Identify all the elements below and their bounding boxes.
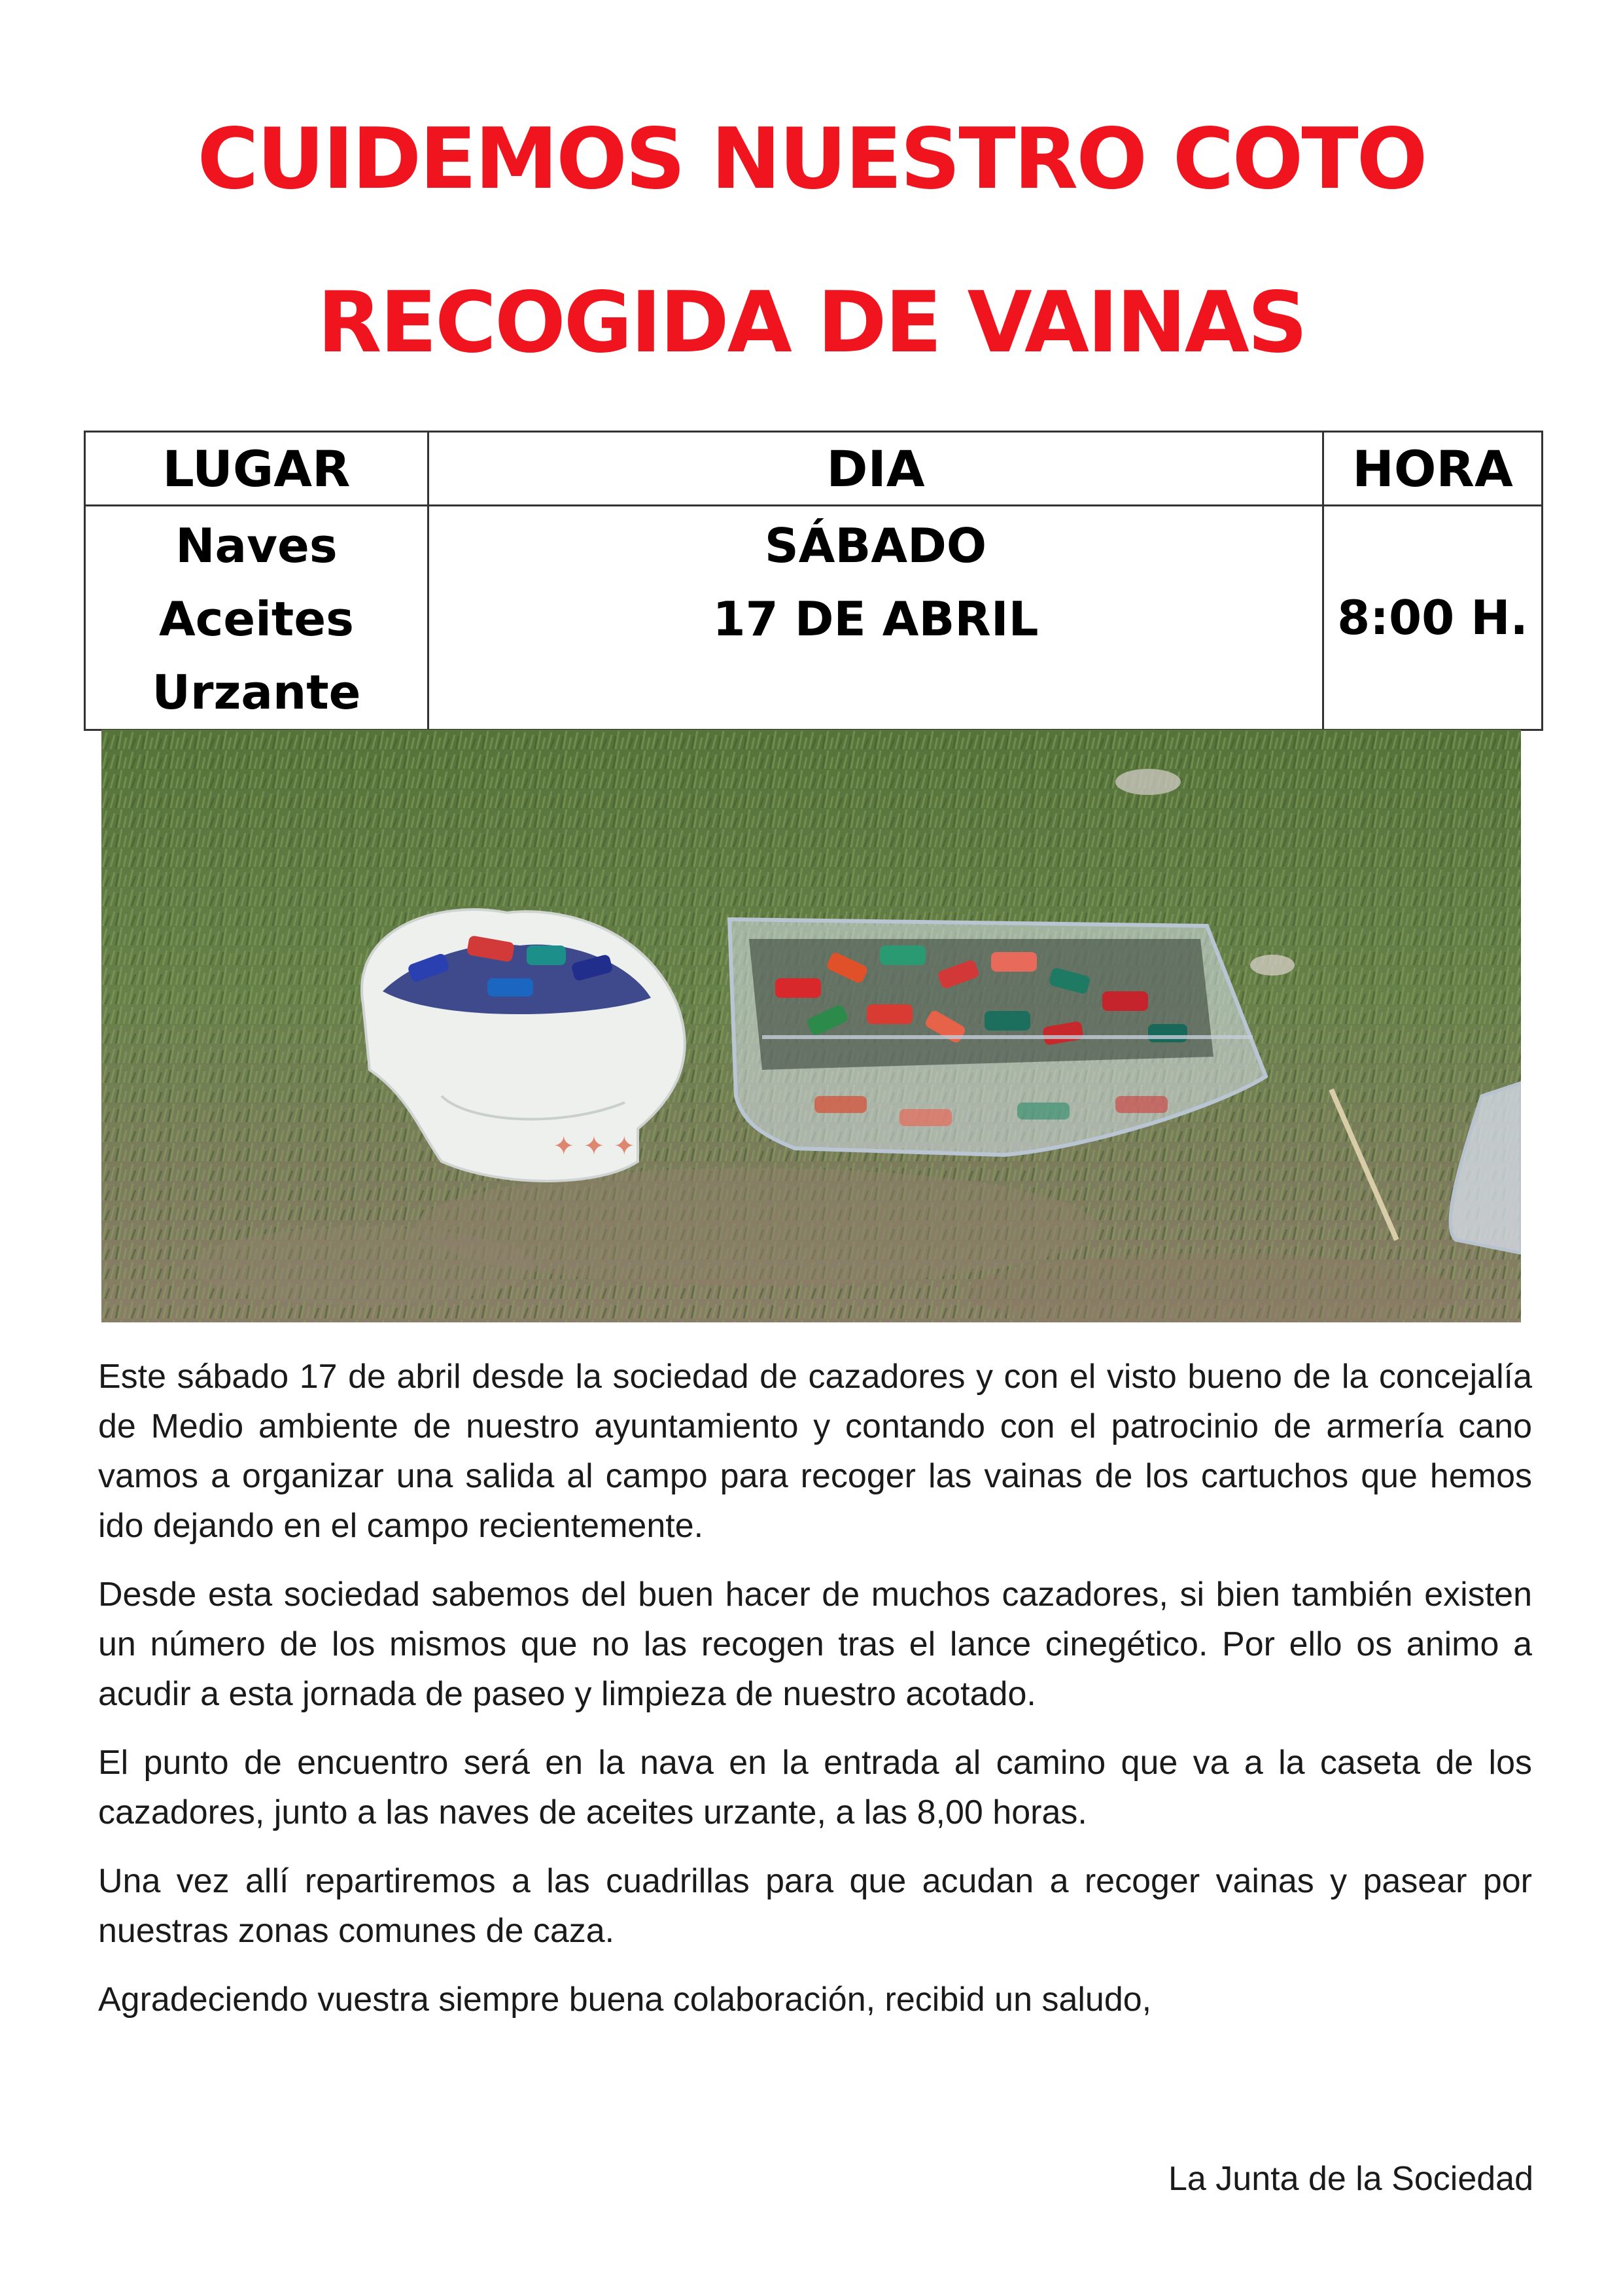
signature: La Junta de la Sociedad	[1168, 2160, 1533, 2198]
header-time: HORA	[1323, 432, 1543, 506]
place-line: Naves	[175, 518, 338, 573]
day-cell	[428, 506, 1323, 730]
svg-text:✦ ✦ ✦: ✦ ✦ ✦	[553, 1131, 635, 1161]
table-value-row	[85, 506, 1543, 730]
collected-shells-photo	[101, 730, 1521, 1322]
paragraph-meeting-point: El punto de encuentro será en la nava en la entrada al camino que va a la caseta de los cazadores, junto a las naves de aceites urzante, a las 8,00 horas.	[98, 1744, 1532, 1831]
time-value: 8:00 H.	[1337, 590, 1528, 645]
page-title: CUIDEMOS NUESTRO COTO	[197, 111, 1426, 208]
paragraph-invitation: Este sábado 17 de abril desde la sociedad de cazadores y con el visto bueno de la concejalía de Medio ambiente de nuestro ayuntamiento y contando con el patrocinio de armería cano vamos a organizar una salida al campo para recoger las vainas de los cartuchos que hemos ido dejando en el campo recientemente.	[98, 1358, 1532, 1545]
body-text	[98, 1352, 1532, 2043]
header-day: DIA	[428, 432, 1323, 506]
place-cell	[85, 506, 428, 730]
place-line: Aceites	[158, 592, 355, 646]
header-place: LUGAR	[85, 432, 428, 506]
event-info-table	[84, 431, 1543, 731]
paragraph-organization: Una vez allí repartiremos a las cuadrillas para que acudan a recoger vainas y pasear por nuestras zonas comunes de caza.	[98, 1862, 1532, 1950]
table-header-row	[85, 432, 1543, 506]
page-subtitle: RECOGIDA DE VAINAS	[317, 274, 1306, 372]
place-line: Urzante	[152, 665, 361, 720]
paragraph-closing: Agradeciendo vuestra siempre buena colaboración, recibid un saludo,	[98, 1981, 1152, 2019]
paragraph-motivation: Desde esta sociedad sabemos del buen hacer de muchos cazadores, si bien también existen un número de los mismos que no las recogen tras el lance cinegético. Por ello os animo a acudir a esta jornada de paseo y limpieza de nuestro acotado.	[98, 1576, 1532, 1713]
time-cell	[1323, 506, 1543, 730]
date-line: 17 DE ABRIL	[712, 592, 1039, 646]
day-line: SÁBADO	[764, 518, 987, 573]
